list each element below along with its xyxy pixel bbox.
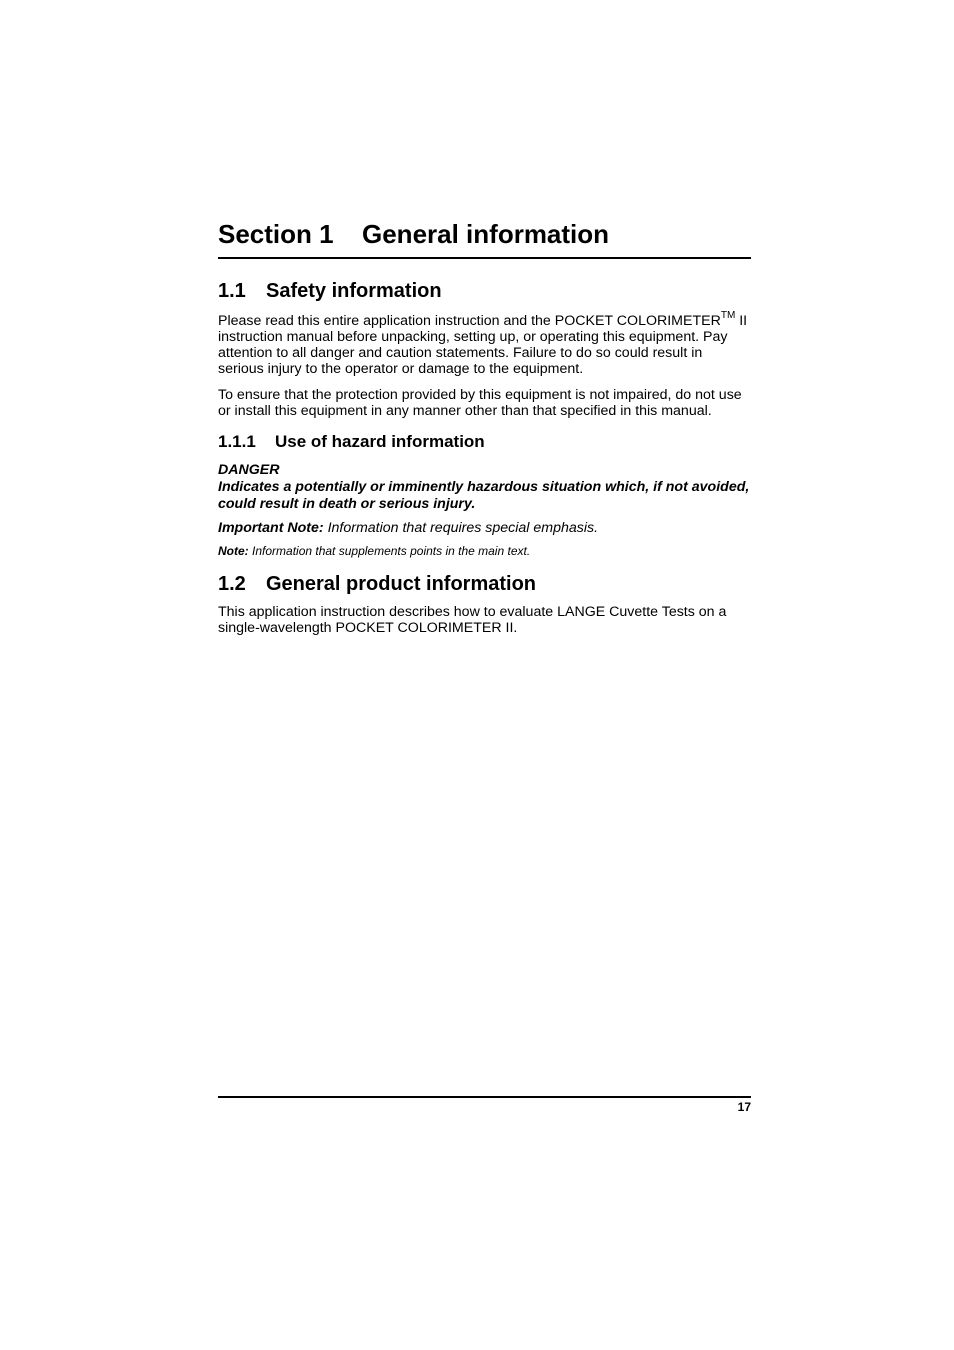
- page-number: 17: [737, 1100, 751, 1114]
- safety-paragraph-1: [218, 310, 751, 377]
- note-label: Note:: [218, 544, 249, 558]
- section-title-rule: [218, 257, 751, 259]
- safety-paragraph-1-text-a: Please read this entire application instruction and the POCKET COLORIMETER: [218, 313, 721, 329]
- safety-paragraph-1-text-b: II instruction manual before unpacking, setting up, or operating this equipment. Pay attention to all danger and caution statements. Failure to do so could result in serious injury to the operator or damage to the equipment.: [218, 313, 748, 377]
- important-note-label: Important Note:: [218, 520, 324, 536]
- note-text: Information that supplements points in the main text.: [248, 544, 531, 558]
- heading-text: Use of hazard information: [275, 432, 485, 451]
- danger-label: DANGER: [218, 462, 280, 478]
- heading-text: General product information: [266, 573, 537, 595]
- heading-number: 1.1.1: [218, 432, 256, 451]
- trademark-superscript: TM: [720, 310, 736, 322]
- heading-text: Safety information: [266, 280, 442, 302]
- important-note: [218, 520, 751, 537]
- important-note-text: Information that requires special emphasis.: [323, 520, 599, 536]
- heading-use-of-hazard-information: [218, 431, 751, 453]
- heading-number: 1.2: [218, 573, 246, 595]
- danger-text: Indicates a potentially or imminently hazardous situation which, if not avoided, could result in death or serious injury.: [218, 479, 750, 512]
- product-paragraph: This application instruction describes how to evaluate LANGE Cuvette Tests on a single-wavelength POCKET COLORIMETER II.: [218, 604, 727, 636]
- section-number: Section 1: [218, 219, 334, 249]
- safety-paragraph-2: To ensure that the protection provided by this equipment is not impaired, do not use or install this equipment in any manner other than that specified in this manual.: [218, 387, 742, 419]
- section-title-text: General information: [362, 219, 610, 249]
- heading-general-product-information: [218, 571, 751, 597]
- heading-safety-information: [218, 278, 751, 304]
- note: [218, 544, 751, 559]
- heading-number: 1.1: [218, 280, 246, 302]
- section-title: [218, 216, 751, 252]
- footer-rule: [218, 1096, 751, 1098]
